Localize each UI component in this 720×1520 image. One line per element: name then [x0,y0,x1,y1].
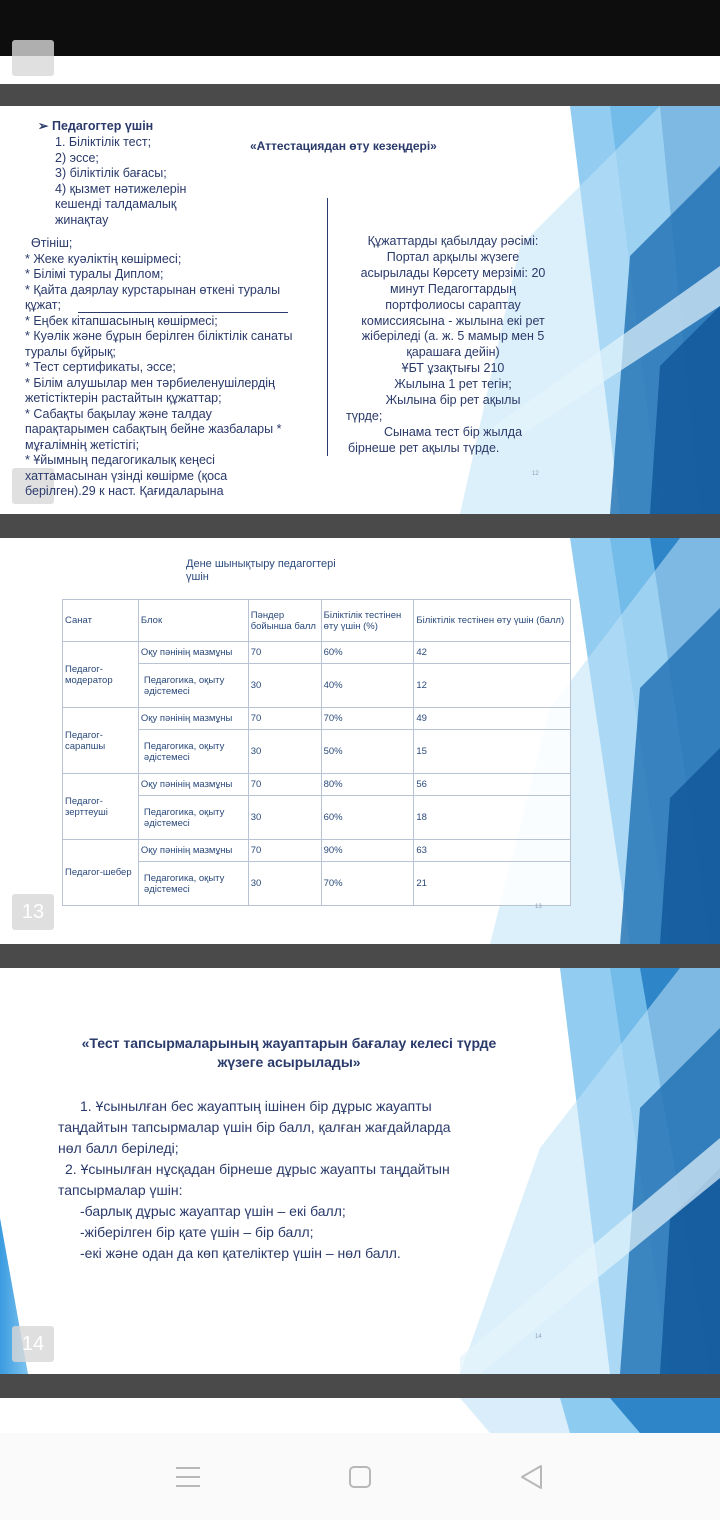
table-title [186,558,336,584]
procedure-line: Портал арқылы жүзеге [386,249,520,264]
slide-decoration [460,1398,720,1433]
percent-cell: 70% [321,862,414,906]
points-cell: 30 [248,730,321,774]
procedure-line: комиссиясына - жылына екі рет [361,313,545,328]
scoring-rules [58,1096,451,1264]
footer-number: 12 [532,471,539,477]
procedure-line: асырылады Көрсету мерзімі: 20 [360,265,546,280]
doc-line: Өтініш; [31,236,73,250]
points-cell: 70 [248,774,321,796]
percent-cell: 40% [321,664,414,708]
slide-decoration [460,968,720,1374]
points-cell: 70 [248,642,321,664]
table-row [63,642,571,664]
procedure-line: қарашаға дейін) [406,345,500,360]
column-header: Блок [138,600,248,642]
home-icon[interactable] [348,1465,372,1489]
block-cell: Оқу пәнінің мазмұны [138,774,248,796]
percent-cell: 50% [321,730,414,774]
score-cell: 49 [414,708,571,730]
prev-slide-number [12,40,54,76]
slide-13[interactable] [0,538,720,944]
slide-separator [0,514,720,538]
slide-separator [0,1374,720,1398]
title-line: жүзеге асырылады» [217,1054,361,1070]
list-item: 2) эссе; [55,150,99,165]
doc-line: * Куәлік және бұрын берілген біліктілік санаты [25,329,293,343]
slide-number-14: 14 [12,1326,54,1362]
bullet-heading: ➢ Педагогтер үшін [38,119,154,133]
list-item: 1. Біліктілік тест; [55,135,152,149]
doc-line: мұғалімнің жетістігі; [25,437,140,452]
doc-line: хаттамасынан үзінді көшірме (қоса [25,468,228,483]
slide-15-partial [0,1398,720,1433]
rule-line: -жіберілген бір қате үшін – бір балл; [80,1224,314,1240]
table-row [63,708,571,730]
category-cell: Педагог-сарапшы [63,708,139,774]
slide-title [60,1034,518,1072]
doc-line: * Еңбек кітапшасының көшірмесі; [25,313,218,328]
table-row [63,796,571,840]
procedure-line: минут Педагогтардың [389,281,516,296]
table-row [63,664,571,708]
title-line: «Тест тапсырмаларының жауаптарын бағалау келесі түрде [81,1035,497,1051]
rule-line: таңдайтын тапсырмалар үшін бір балл, қалған жағдайларда [58,1119,451,1135]
doc-line: берілген).29 к наст. Қағидаларына [25,484,224,498]
slide-14[interactable] [0,968,720,1374]
points-cell: 30 [248,796,321,840]
doc-line: парақтарымен сабақтың бейне жазбалары * [25,422,282,436]
doc-line: * Сабақты бақылау және талдау [25,406,212,421]
slide-separator [0,944,720,968]
slide-12[interactable] [0,106,720,514]
procedure-line: түрде; [346,408,383,423]
percent-cell: 60% [321,642,414,664]
procedure-line: жіберіледі (а. ж. 5 мамыр мен 5 [361,329,545,344]
doc-line: * Білімі туралы Диплом; [25,267,164,281]
block-cell: Оқу пәнінің мазмұны [138,708,248,730]
procedure-line: Жылына 1 рет тегін; [394,377,512,392]
procedure-text [346,234,560,457]
percent-cell: 70% [321,708,414,730]
column-header: Санат [63,600,139,642]
doc-line: жетістіктерін растайтын құжаттар; [25,391,222,405]
doc-line: * Қайта даярлау курстарынан өткені туралы [25,282,281,297]
divider [327,198,328,456]
slide-separator [0,84,720,106]
column-header: Біліктілік тестінен өту үшін (%) [321,600,414,642]
table-row [63,862,571,906]
procedure-line: бірнеше рет ақылы түрде. [348,440,500,455]
procedure-line: ҰБТ ұзақтығы 210 [401,361,505,376]
score-cell: 21 [414,862,571,906]
percent-cell: 90% [321,840,414,862]
block-cell: Оқу пәнінің мазмұны [138,840,248,862]
score-cell: 15 [414,730,571,774]
score-cell: 56 [414,774,571,796]
percent-cell: 80% [321,774,414,796]
block-cell: Оқу пәнінің мазмұны [138,642,248,664]
points-cell: 30 [248,862,321,906]
arrow-bullet-icon: ➢ [38,119,52,133]
rule-line: 2. Ұсынылған нұсқадан бірнеше дұрыс жауапты таңдайтын [65,1161,450,1177]
score-cell: 12 [414,664,571,708]
procedure-line: портфолиосы сараптау [385,297,521,312]
table-title-line: Дене шынықтыру педагогтері [186,558,336,570]
procedure-line: Сынама тест бір жылда [383,424,523,439]
category-cell: Педагог-зерттеуші [63,774,139,840]
list-item: 3) біліктілік бағасы; [55,166,167,180]
navigation-bar [0,1433,720,1520]
column-header: Біліктілік тестінен өту үшін (балл) [414,600,571,642]
list-item: 4) қызмет нәтижелерін [55,181,187,196]
rule-line: нөл балл беріледі; [58,1140,179,1156]
footer-number: 13 [535,904,542,910]
doc-line: * Тест сертификаты, эссе; [25,360,176,374]
points-cell: 30 [248,664,321,708]
points-cell: 70 [248,840,321,862]
back-icon[interactable] [518,1463,544,1491]
slide-number-13: 13 [12,894,54,930]
percent-cell: 60% [321,796,414,840]
doc-line: * Ұйымның педагогикалық кеңесі [25,453,215,467]
table-row [63,840,571,862]
doc-line: * Білім алушылар мен тәрбиеленушілердің [25,375,275,390]
rule-line: 1. Ұсынылған бес жауаптың ішінен бір дұрыс жауапты [80,1098,432,1114]
doc-line: құжат; [25,298,61,312]
category-cell: Педагог-модератор [63,642,139,708]
column-header: Пәндер бойынша балл [248,600,321,642]
table-title-line: үшін [186,571,209,583]
block-cell: Педагогика, оқыту әдістемесі [138,664,248,708]
footer-number: 14 [535,1334,542,1340]
score-cell: 42 [414,642,571,664]
scores-table [62,599,571,906]
documents-list [25,236,292,500]
points-cell: 70 [248,708,321,730]
category-cell: Педагог-шебер [63,840,139,906]
assessment-list [55,135,186,228]
block-cell: Педагогика, оқыту әдістемесі [138,796,248,840]
gap-top [0,56,720,84]
rule-line: тапсырмалар үшін: [58,1182,183,1198]
score-cell: 63 [414,840,571,862]
list-item: кешенді талдамалық [55,197,177,211]
status-bar [0,0,720,56]
doc-line: туралы бұйрық; [25,344,116,359]
procedure-line: Жылына бір рет ақылы [385,393,521,408]
doc-line: * Жеке куәліктің көшірмесі; [25,251,182,266]
procedure-line: Құжаттарды қабылдау рәсімі: [367,234,539,248]
block-cell: Педагогика, оқыту әдістемесі [138,862,248,906]
list-item: жинақтау [55,212,109,227]
table-header-row [63,600,571,642]
table-row [63,774,571,796]
block-cell: Педагогика, оқыту әдістемесі [138,730,248,774]
slide-title: «Аттестациядан өту кезеңдері» [250,139,437,153]
menu-icon[interactable] [175,1465,201,1489]
rule-line: -екі және одан да көп қателіктер үшін – нөл балл. [80,1245,401,1261]
table-row [63,730,571,774]
score-cell: 18 [414,796,571,840]
rule-line: -барлық дұрыс жауаптар үшін – екі балл; [80,1203,346,1219]
